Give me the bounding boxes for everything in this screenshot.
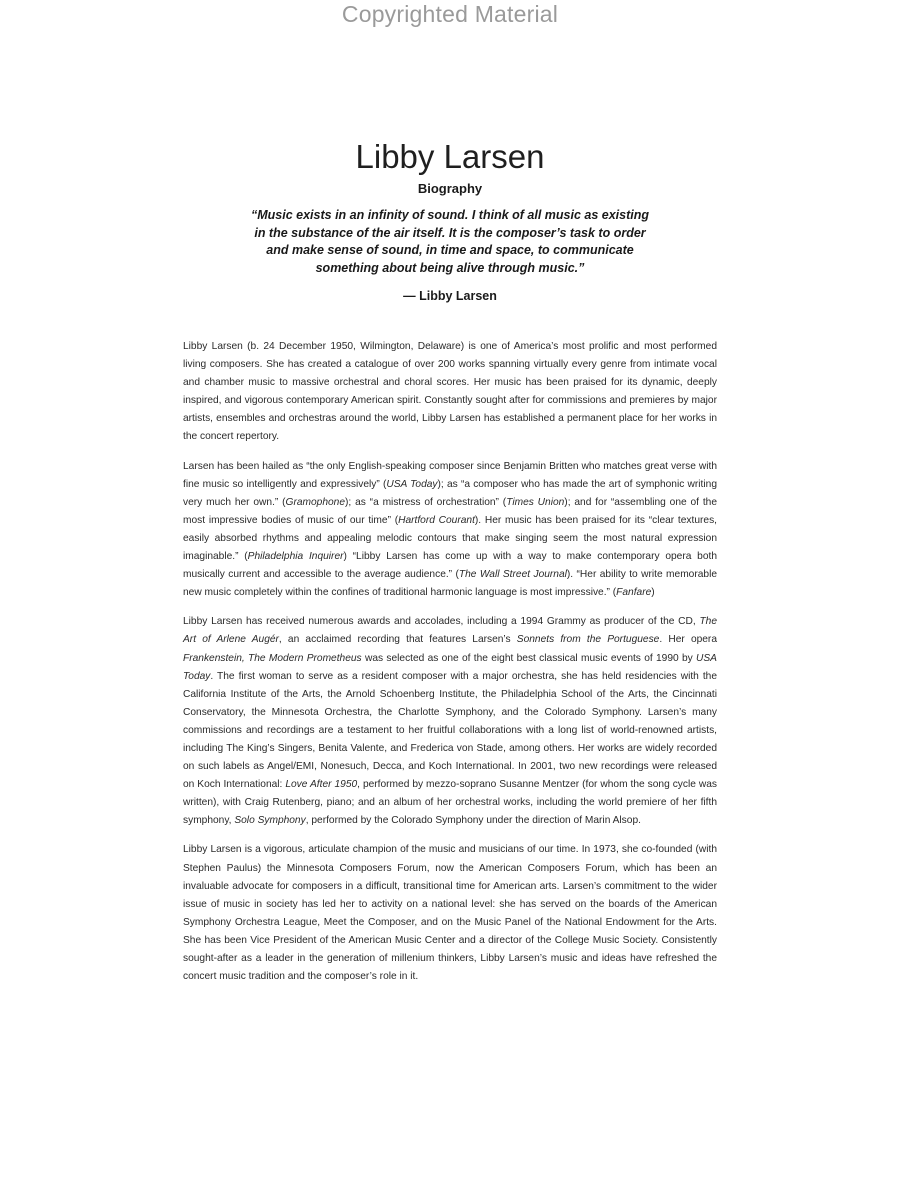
bio-text: . Her opera [659, 634, 717, 646]
bio-paragraph-2 [183, 458, 717, 603]
bio-text: Libby Larsen is a vigorous, articulate champion of the music and musicians of our time. In 1973, she co-founded (with Stephen Paulus) the Minnesota Composers Forum, now the American Composers Forum, which has been an invaluable advocate for composers in a difficult, transitional time for American arts. Larsen’s commitment to the wider issue of music in society has led her to activity on a national level: she has served on the boards of the American Symphony Orchestra League, Meet the Composer, and on the Music Panel of the National Endowment for the Arts. She has been Vice President of the American Music Center and a director of the College Music Society. Consistently sought-after as a leader in the generation of millenium thinkers, Libby Larsen’s music and ideas have refreshed the concert music tradition and the composer’s role in it. [183, 844, 717, 983]
page-subtitle: Biography [417, 181, 483, 196]
bio-text: ) “Libby Larsen has come up with a way to make contemporary opera both musically current and accessible to the average audience.” ( [183, 551, 717, 581]
bio-text: , performed by mezzo-soprano Susanne Mentzer (for whom the song cycle was written), with Craig Rutenberg, piano; and an album of her orchestral works, including the world premiere of her fifth symphony, [183, 779, 717, 827]
quote-line: and make sense of sound, in time and space, to communicate [266, 243, 634, 257]
bio-text: ); as “a composer who has made the art of symphonic writing very much her own.” ( [183, 478, 717, 508]
epigraph-quote [200, 207, 700, 277]
quote-line: in the substance of the air itself. It is the composer’s task to order [254, 225, 646, 240]
work-title: The Art of Arlene Augér [183, 616, 717, 646]
copyright-watermark: Copyrighted Material [341, 1, 559, 27]
bio-text: , an acclaimed recording that features Larsen’s [278, 634, 517, 646]
bio-paragraph-4 [183, 841, 717, 986]
citation-title: USA Today [183, 652, 717, 682]
citation-title: Hartford Courant [398, 514, 475, 526]
bio-text: ) [651, 587, 655, 599]
citation-title: Times Union [506, 496, 565, 508]
quote-line: “Music exists in an infinity of sound. I think of all music as existing [251, 208, 649, 222]
citation-title: Gramophone [285, 496, 346, 508]
citation-title: Fanfare [616, 587, 652, 599]
bio-text: ); as “a mistress of orchestration” ( [345, 496, 507, 508]
bio-paragraph-3 [183, 613, 717, 830]
quote-attribution: — Libby Larsen [403, 289, 497, 303]
bio-text: . The first woman to serve as a resident composer with a major orchestra, she has held residencies with the California Institute of the Arts, the Arnold Schoenberg Institute, the Philadelphia School of the Arts, the Cincinnati Conservatory, the Minnesota Orchestra, the Charlotte Symphony, and the Colorado Symphony. Larsen’s many commissions and recordings are a testament to her fruitful collaborations with a long list of world-renowned artists, including The King’s Singers, Benita Valente, and Frederica von Stade, among others. Her works are widely recorded on such labels as Angel/EMI, Nonesuch, Decca, and Koch International. In 2001, two new recordings were released on Koch International: [183, 670, 717, 791]
bio-text: , performed by the Colorado Symphony under the direction of Marin Alsop. [305, 815, 641, 827]
page-title: Libby Larsen [355, 138, 545, 175]
bio-text: was selected as one of the eight best classical music events of 1990 by [361, 652, 697, 664]
bio-text: Libby Larsen (b. 24 December 1950, Wilmington, Delaware) is one of America’s most prolific and most performed living composers. She has created a catalogue of over 200 works spanning virtually every genre from intimate vocal and chamber music to massive orchestral and choral scores. Her music has been praised for its dynamic, deeply inspired, and vigorous contemporary American spirit. Constantly sought after for commissions and premieres by major artists, ensembles and orchestras around the world, Libby Larsen has established a permanent place for her works in the concert repertory. [183, 341, 717, 443]
bio-text: ). Her music has been praised for its “clear textures, easily absorbed rhythms and appealing melodic contours that make singing seem the most natural expression imaginable.” ( [183, 514, 717, 563]
quote-line: something about being alive through music.” [315, 260, 585, 275]
citation-title: USA Today [386, 478, 438, 490]
work-title: Frankenstein, The Modern Prometheus [183, 652, 362, 664]
work-title: Solo Symphony [234, 815, 306, 827]
bio-text: Libby Larsen has received numerous awards and accolades, including a 1994 Grammy as producer of the CD, [183, 616, 700, 628]
bio-paragraph-1 [183, 338, 717, 447]
work-title: Love After 1950 [285, 779, 358, 791]
citation-title: Philadelphia Inquirer [247, 551, 344, 563]
biography-body [183, 338, 717, 997]
citation-title: The Wall Street Journal [458, 569, 567, 581]
bio-text: ); and for “assembling one of the most impressive bodies of music of our time” ( [183, 496, 718, 526]
bio-text: Larsen has been hailed as “the only English-speaking composer since Benjamin Britten who matches great verse with fine music so intelligently and expressively” ( [183, 460, 717, 490]
work-title: Sonnets from the Portuguese [516, 634, 660, 646]
bio-text: ). “Her ability to write memorable new music completely within the confines of traditional harmonic language is most impressive.” ( [183, 569, 717, 599]
